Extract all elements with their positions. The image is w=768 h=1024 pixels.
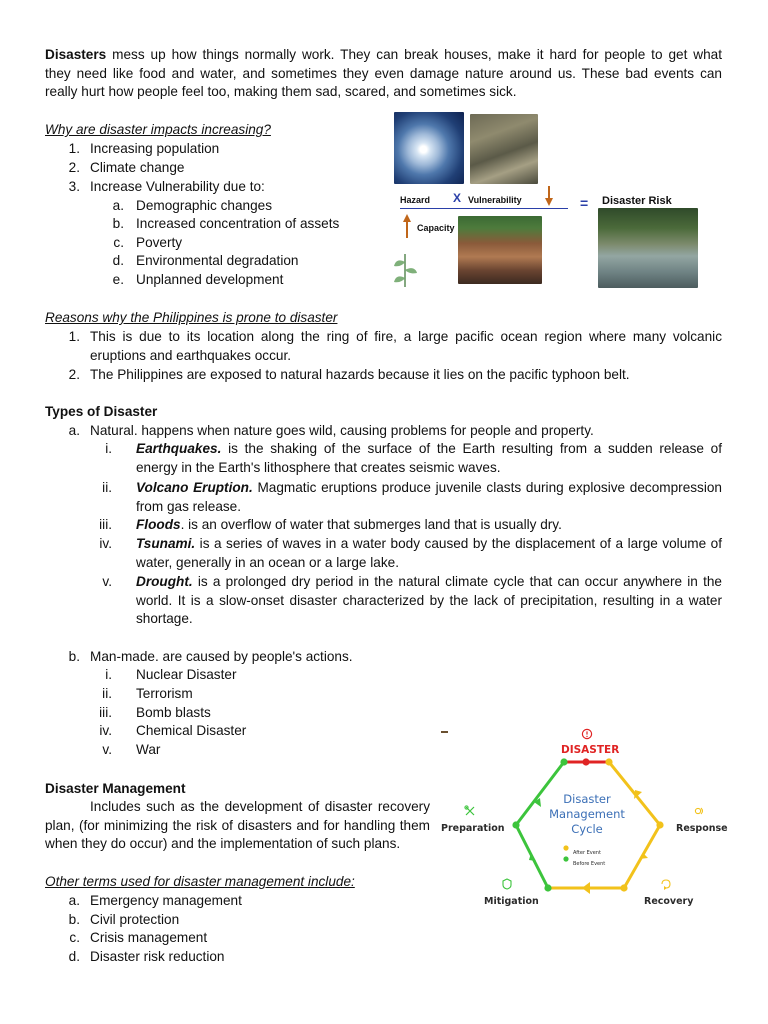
- cycle-title-line-3: Cycle: [571, 822, 603, 836]
- manmade-disaster-item: Man-made. are caused by people's actions.: [90, 649, 353, 664]
- list-item: Poverty: [136, 235, 183, 250]
- arrow-down-icon: [544, 185, 554, 207]
- list-item: Chemical Disaster: [136, 723, 247, 738]
- vulnerability-label: Vulnerability: [468, 195, 522, 205]
- list-number: 2.: [68, 367, 80, 382]
- disaster-risk-figure: [390, 112, 730, 292]
- other-terms-heading: Other terms used for disaster management include:: [45, 874, 355, 889]
- mitigation-icon: [501, 878, 513, 890]
- list-item: Environmental degradation: [136, 253, 299, 268]
- hazard-label: Hazard: [400, 195, 431, 205]
- list-letter: a.: [112, 198, 124, 213]
- list-item: Increasing population: [90, 141, 220, 156]
- list-letter: c.: [113, 235, 124, 250]
- after-event-legend: After Event: [573, 850, 601, 856]
- list-letter: b.: [68, 912, 80, 927]
- disaster-management-cycle: [436, 722, 736, 912]
- equals-sign: =: [580, 195, 589, 211]
- drought-item: Drought. is a prolonged dry period in the natural climate cycle that can occur anywhere in the world. It is a slow-onset disaster characterized by the lack of precipitation, resulting in a water shortage.: [136, 574, 722, 627]
- intro-line-3: really hurt how people feel too, making them sad, scared, and sometimes sick.: [45, 84, 517, 100]
- recovery-label: Recovery: [644, 896, 694, 907]
- list-letter: b.: [112, 216, 124, 231]
- list-item: Civil protection: [90, 912, 180, 927]
- intro-line-1: Disasters mess up how things normally work. They can break houses, make it hard for people to get what: [45, 47, 722, 62]
- list-letter: e.: [112, 272, 124, 287]
- list-roman: v.: [102, 574, 112, 589]
- volcano-item: Volcano Eruption. Magmatic eruptions produce juvenile clasts during explosive decompression from gas release.: [136, 480, 722, 514]
- list-item: The Philippines are exposed to natural hazards because it lies on the pacific typhoon belt.: [90, 367, 630, 382]
- children-photo: [458, 216, 542, 284]
- list-letter: b.: [68, 649, 80, 664]
- list-roman: i.: [105, 667, 112, 682]
- list-letter: a.: [68, 423, 80, 438]
- list-item: Crisis management: [90, 930, 208, 945]
- list-item: This is due to its location along the ring of fire, a large pacific ocean region where many volcanic eruptions and earthquakes occur.: [90, 329, 722, 363]
- flood-debris-photo: [470, 114, 538, 184]
- earthquakes-item: Earthquakes. is the shaking of the surface of the Earth resulting from a sudden release of energy in the Earth's lithosphere that creates seismic waves.: [136, 441, 722, 475]
- list-letter: d.: [68, 949, 80, 964]
- list-roman: v.: [102, 742, 112, 757]
- list-roman: i.: [105, 441, 112, 456]
- cycle-title-line-2: Management: [549, 807, 625, 821]
- multiply-sign: X: [453, 191, 462, 205]
- list-roman: iii.: [99, 705, 112, 720]
- natural-disaster-item: Natural. happens when nature goes wild, causing problems for people and property.: [90, 423, 594, 438]
- disaster-risk-label: Disaster Risk: [602, 195, 672, 207]
- list-item: Disaster risk reduction: [90, 949, 225, 964]
- capacity-label: Capacity: [417, 223, 455, 233]
- disaster-node: [582, 758, 589, 765]
- list-letter: c.: [69, 930, 80, 945]
- typhoon-photo: [394, 112, 464, 184]
- list-roman: ii.: [102, 480, 112, 495]
- response-label: Response: [676, 823, 728, 834]
- list-letter: a.: [68, 893, 80, 908]
- management-heading: Disaster Management: [45, 781, 186, 796]
- list-number: 3.: [68, 179, 80, 194]
- leaf-icon: [392, 250, 418, 288]
- management-paragraph: Includes such as the development of disaster recovery plan, (for minimizing the risk of disasters and for handling them when they do occur) and the implementation of such plans.: [45, 799, 430, 852]
- types-heading: Types of Disaster: [45, 404, 158, 419]
- list-roman: iv.: [99, 723, 112, 738]
- list-roman: ii.: [102, 686, 112, 701]
- list-item: Terrorism: [136, 686, 193, 701]
- list-item: War: [136, 742, 161, 757]
- intro-lead: Disasters: [45, 47, 107, 62]
- list-item: Increase Vulnerability due to:: [90, 179, 265, 194]
- preparation-label: Preparation: [441, 823, 505, 834]
- intro-line-2: they need like food and water, and sometimes they even damage nature around us. These bad events can: [45, 65, 722, 81]
- recovery-icon: [660, 878, 672, 890]
- list-number: 2.: [68, 160, 80, 175]
- list-roman: iv.: [99, 536, 112, 551]
- disaster-label: DISASTER: [561, 744, 620, 756]
- list-item: Bomb blasts: [136, 705, 211, 720]
- impacts-heading: Why are disaster impacts increasing?: [45, 122, 271, 137]
- response-icon: [694, 805, 706, 817]
- before-event-legend: Before Event: [573, 861, 606, 867]
- cycle-title-line-1: Disaster: [563, 792, 611, 806]
- list-letter: d.: [112, 253, 124, 268]
- philippines-heading: Reasons why the Philippines is prone to disaster: [45, 310, 338, 325]
- list-number: 1.: [68, 141, 80, 156]
- arrow-up-icon: [402, 213, 412, 239]
- preparation-icon: [464, 805, 476, 817]
- tsunami-item: Tsunami. is a series of waves in a water body caused by the displacement of a large volume of water, generally in an ocean or a large lake.: [136, 536, 722, 570]
- list-number: 1.: [68, 329, 80, 344]
- list-item: Unplanned development: [136, 272, 284, 287]
- list-item: Nuclear Disaster: [136, 667, 237, 682]
- flood-boat-photo: [598, 208, 698, 288]
- list-item: Climate change: [90, 160, 185, 175]
- list-item: Demographic changes: [136, 198, 273, 213]
- list-item: Increased concentration of assets: [136, 216, 340, 231]
- fraction-line: [400, 208, 568, 209]
- floods-item: Floods. is an overflow of water that submerges land that is usually dry.: [136, 517, 562, 532]
- mitigation-label: Mitigation: [484, 896, 539, 907]
- list-roman: iii.: [99, 517, 112, 532]
- list-item: Emergency management: [90, 893, 242, 908]
- intro-paragraph: [45, 46, 722, 102]
